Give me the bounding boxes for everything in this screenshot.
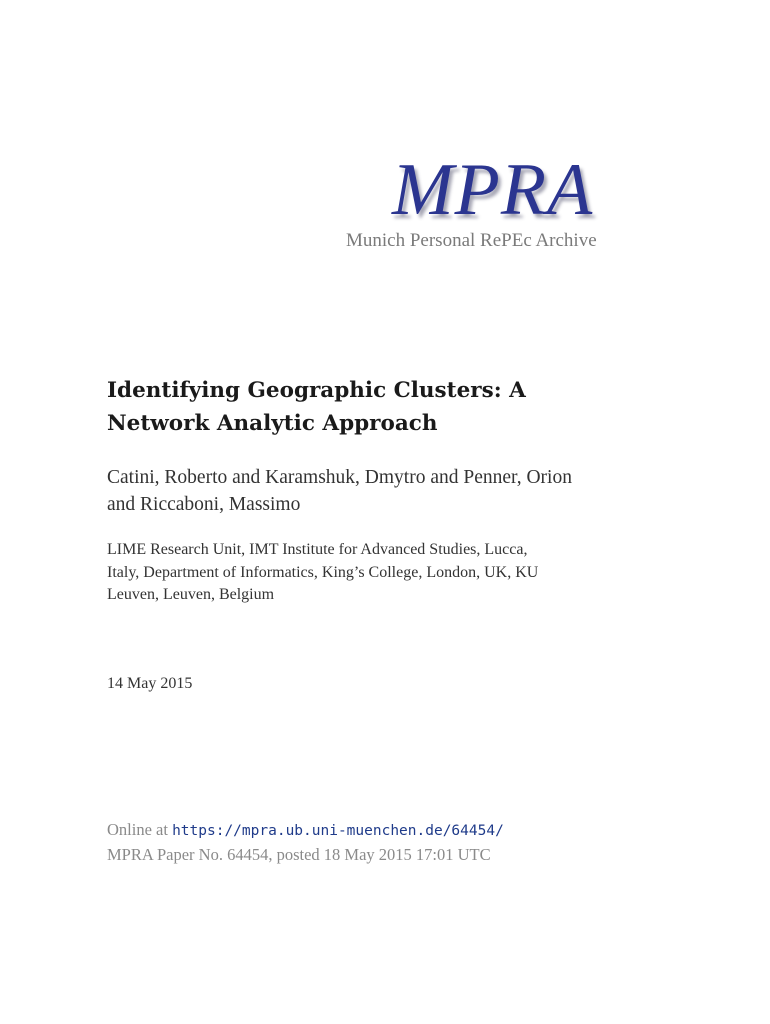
title-line: Network Analytic Approach xyxy=(107,411,438,436)
paper-affiliations xyxy=(107,539,667,607)
logo-subtitle: Munich Personal RePEc Archive xyxy=(346,230,597,251)
logo-wordmark: MPRA xyxy=(392,149,594,231)
online-line xyxy=(107,818,707,843)
affiliation-line: Leuven, Leuven, Belgium xyxy=(107,586,275,603)
affiliation-line: Italy, Department of Informatics, King’s College, London, UK, KU xyxy=(107,563,539,581)
archive-footer xyxy=(107,818,707,866)
affiliation-line: LIME Research Unit, IMT Institute for Advanced Studies, Lucca, xyxy=(107,541,528,558)
author-line: and Riccaboni, Massimo xyxy=(107,494,301,515)
paper-date: 14 May 2015 xyxy=(107,675,193,692)
mpra-logo xyxy=(330,150,660,260)
paper-authors xyxy=(107,464,677,518)
title-line: Identifying Geographic Clusters: A xyxy=(107,378,526,403)
paper-info: MPRA Paper No. 64454, posted 18 May 2015 17:01 UTC xyxy=(107,845,491,864)
online-prefix: Online at xyxy=(107,820,168,839)
paper-url-link[interactable]: https://mpra.ub.uni-muenchen.de/64454/ xyxy=(172,823,504,839)
author-line: Catini, Roberto and Karamshuk, Dmytro and Penner, Orion xyxy=(107,467,572,488)
paper-title xyxy=(107,374,667,440)
